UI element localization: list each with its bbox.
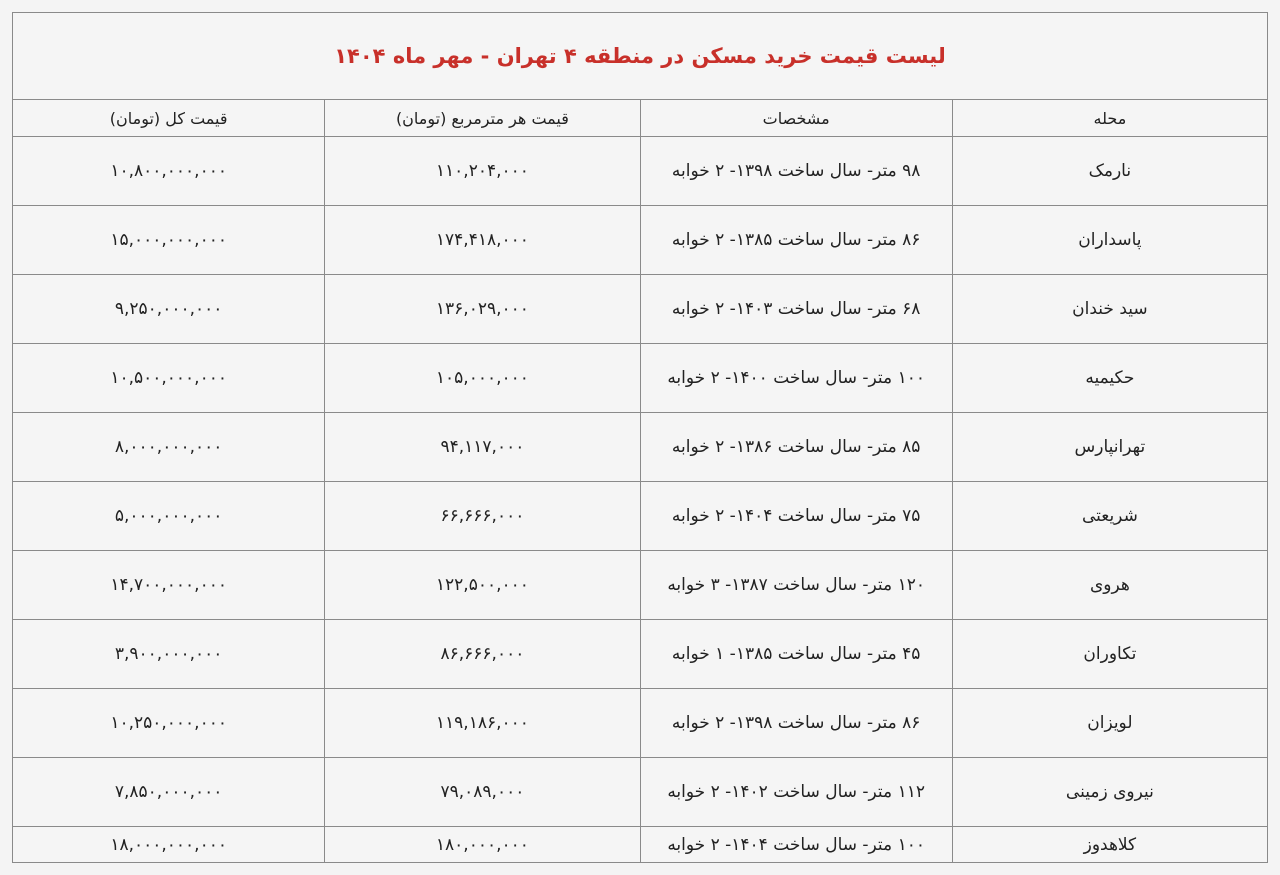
table-row	[13, 620, 1268, 689]
cell-total: ۱۰,۵۰۰,۰۰۰,۰۰۰	[13, 344, 325, 413]
cell-per-meter: ۱۷۴,۴۱۸,۰۰۰	[325, 206, 640, 275]
cell-per-meter: ۱۳۶,۰۲۹,۰۰۰	[325, 275, 640, 344]
header-total: قیمت کل (تومان)	[13, 100, 325, 137]
cell-total: ۱۴,۷۰۰,۰۰۰,۰۰۰	[13, 551, 325, 620]
cell-area: حکیمیه	[952, 344, 1267, 413]
table-row	[13, 206, 1268, 275]
table-row	[13, 413, 1268, 482]
cell-spec: ۱۱۲ متر- سال ساخت ۱۴۰۲- ۲ خوابه	[640, 758, 952, 827]
table-row	[13, 275, 1268, 344]
cell-area: تهرانپارس	[952, 413, 1267, 482]
table-row	[13, 482, 1268, 551]
cell-area: شریعتی	[952, 482, 1267, 551]
cell-per-meter: ۷۹,۰۸۹,۰۰۰	[325, 758, 640, 827]
cell-spec: ۱۲۰ متر- سال ساخت ۱۳۸۷- ۳ خوابه	[640, 551, 952, 620]
cell-total: ۵,۰۰۰,۰۰۰,۰۰۰	[13, 482, 325, 551]
cell-per-meter: ۶۶,۶۶۶,۰۰۰	[325, 482, 640, 551]
cell-area: تکاوران	[952, 620, 1267, 689]
table-row	[13, 689, 1268, 758]
cell-spec: ۱۰۰ متر- سال ساخت ۱۴۰۰- ۲ خوابه	[640, 344, 952, 413]
cell-spec: ۶۸ متر- سال ساخت ۱۴۰۳- ۲ خوابه	[640, 275, 952, 344]
cell-area: نارمک	[952, 137, 1267, 206]
title-row	[13, 13, 1268, 100]
cell-total: ۱۸,۰۰۰,۰۰۰,۰۰۰	[13, 827, 325, 863]
cell-per-meter: ۱۰۵,۰۰۰,۰۰۰	[325, 344, 640, 413]
table-row	[13, 551, 1268, 620]
cell-spec: ۸۵ متر- سال ساخت ۱۳۸۶- ۲ خوابه	[640, 413, 952, 482]
cell-per-meter: ۱۱۹,۱۸۶,۰۰۰	[325, 689, 640, 758]
cell-total: ۳,۹۰۰,۰۰۰,۰۰۰	[13, 620, 325, 689]
header-per-meter: قیمت هر مترمربع (تومان)	[325, 100, 640, 137]
cell-total: ۷,۸۵۰,۰۰۰,۰۰۰	[13, 758, 325, 827]
cell-spec: ۸۶ متر- سال ساخت ۱۳۸۵- ۲ خوابه	[640, 206, 952, 275]
table-row	[13, 344, 1268, 413]
price-table	[12, 12, 1268, 863]
cell-total: ۱۰,۸۰۰,۰۰۰,۰۰۰	[13, 137, 325, 206]
cell-area: هروی	[952, 551, 1267, 620]
cell-total: ۱۰,۲۵۰,۰۰۰,۰۰۰	[13, 689, 325, 758]
cell-spec: ۴۵ متر- سال ساخت ۱۳۸۵- ۱ خوابه	[640, 620, 952, 689]
table-title: لیست قیمت خرید مسکن در منطقه ۴ تهران - مهر ماه ۱۴۰۴	[13, 13, 1268, 100]
cell-per-meter: ۱۲۲,۵۰۰,۰۰۰	[325, 551, 640, 620]
cell-spec: ۸۶ متر- سال ساخت ۱۳۹۸- ۲ خوابه	[640, 689, 952, 758]
cell-spec: ۹۸ متر- سال ساخت ۱۳۹۸- ۲ خوابه	[640, 137, 952, 206]
table-row	[13, 827, 1268, 863]
cell-per-meter: ۹۴,۱۱۷,۰۰۰	[325, 413, 640, 482]
cell-total: ۸,۰۰۰,۰۰۰,۰۰۰	[13, 413, 325, 482]
cell-total: ۱۵,۰۰۰,۰۰۰,۰۰۰	[13, 206, 325, 275]
cell-area: سید خندان	[952, 275, 1267, 344]
table-row	[13, 137, 1268, 206]
cell-total: ۹,۲۵۰,۰۰۰,۰۰۰	[13, 275, 325, 344]
table-row	[13, 758, 1268, 827]
cell-area: نیروی زمینی	[952, 758, 1267, 827]
header-spec: مشخصات	[640, 100, 952, 137]
cell-area: پاسداران	[952, 206, 1267, 275]
header-row	[13, 100, 1268, 137]
cell-per-meter: ۱۸۰,۰۰۰,۰۰۰	[325, 827, 640, 863]
cell-per-meter: ۱۱۰,۲۰۴,۰۰۰	[325, 137, 640, 206]
cell-spec: ۷۵ متر- سال ساخت ۱۴۰۴- ۲ خوابه	[640, 482, 952, 551]
cell-area: کلاهدوز	[952, 827, 1267, 863]
header-area: محله	[952, 100, 1267, 137]
cell-area: لویزان	[952, 689, 1267, 758]
cell-spec: ۱۰۰ متر- سال ساخت ۱۴۰۴- ۲ خوابه	[640, 827, 952, 863]
cell-per-meter: ۸۶,۶۶۶,۰۰۰	[325, 620, 640, 689]
